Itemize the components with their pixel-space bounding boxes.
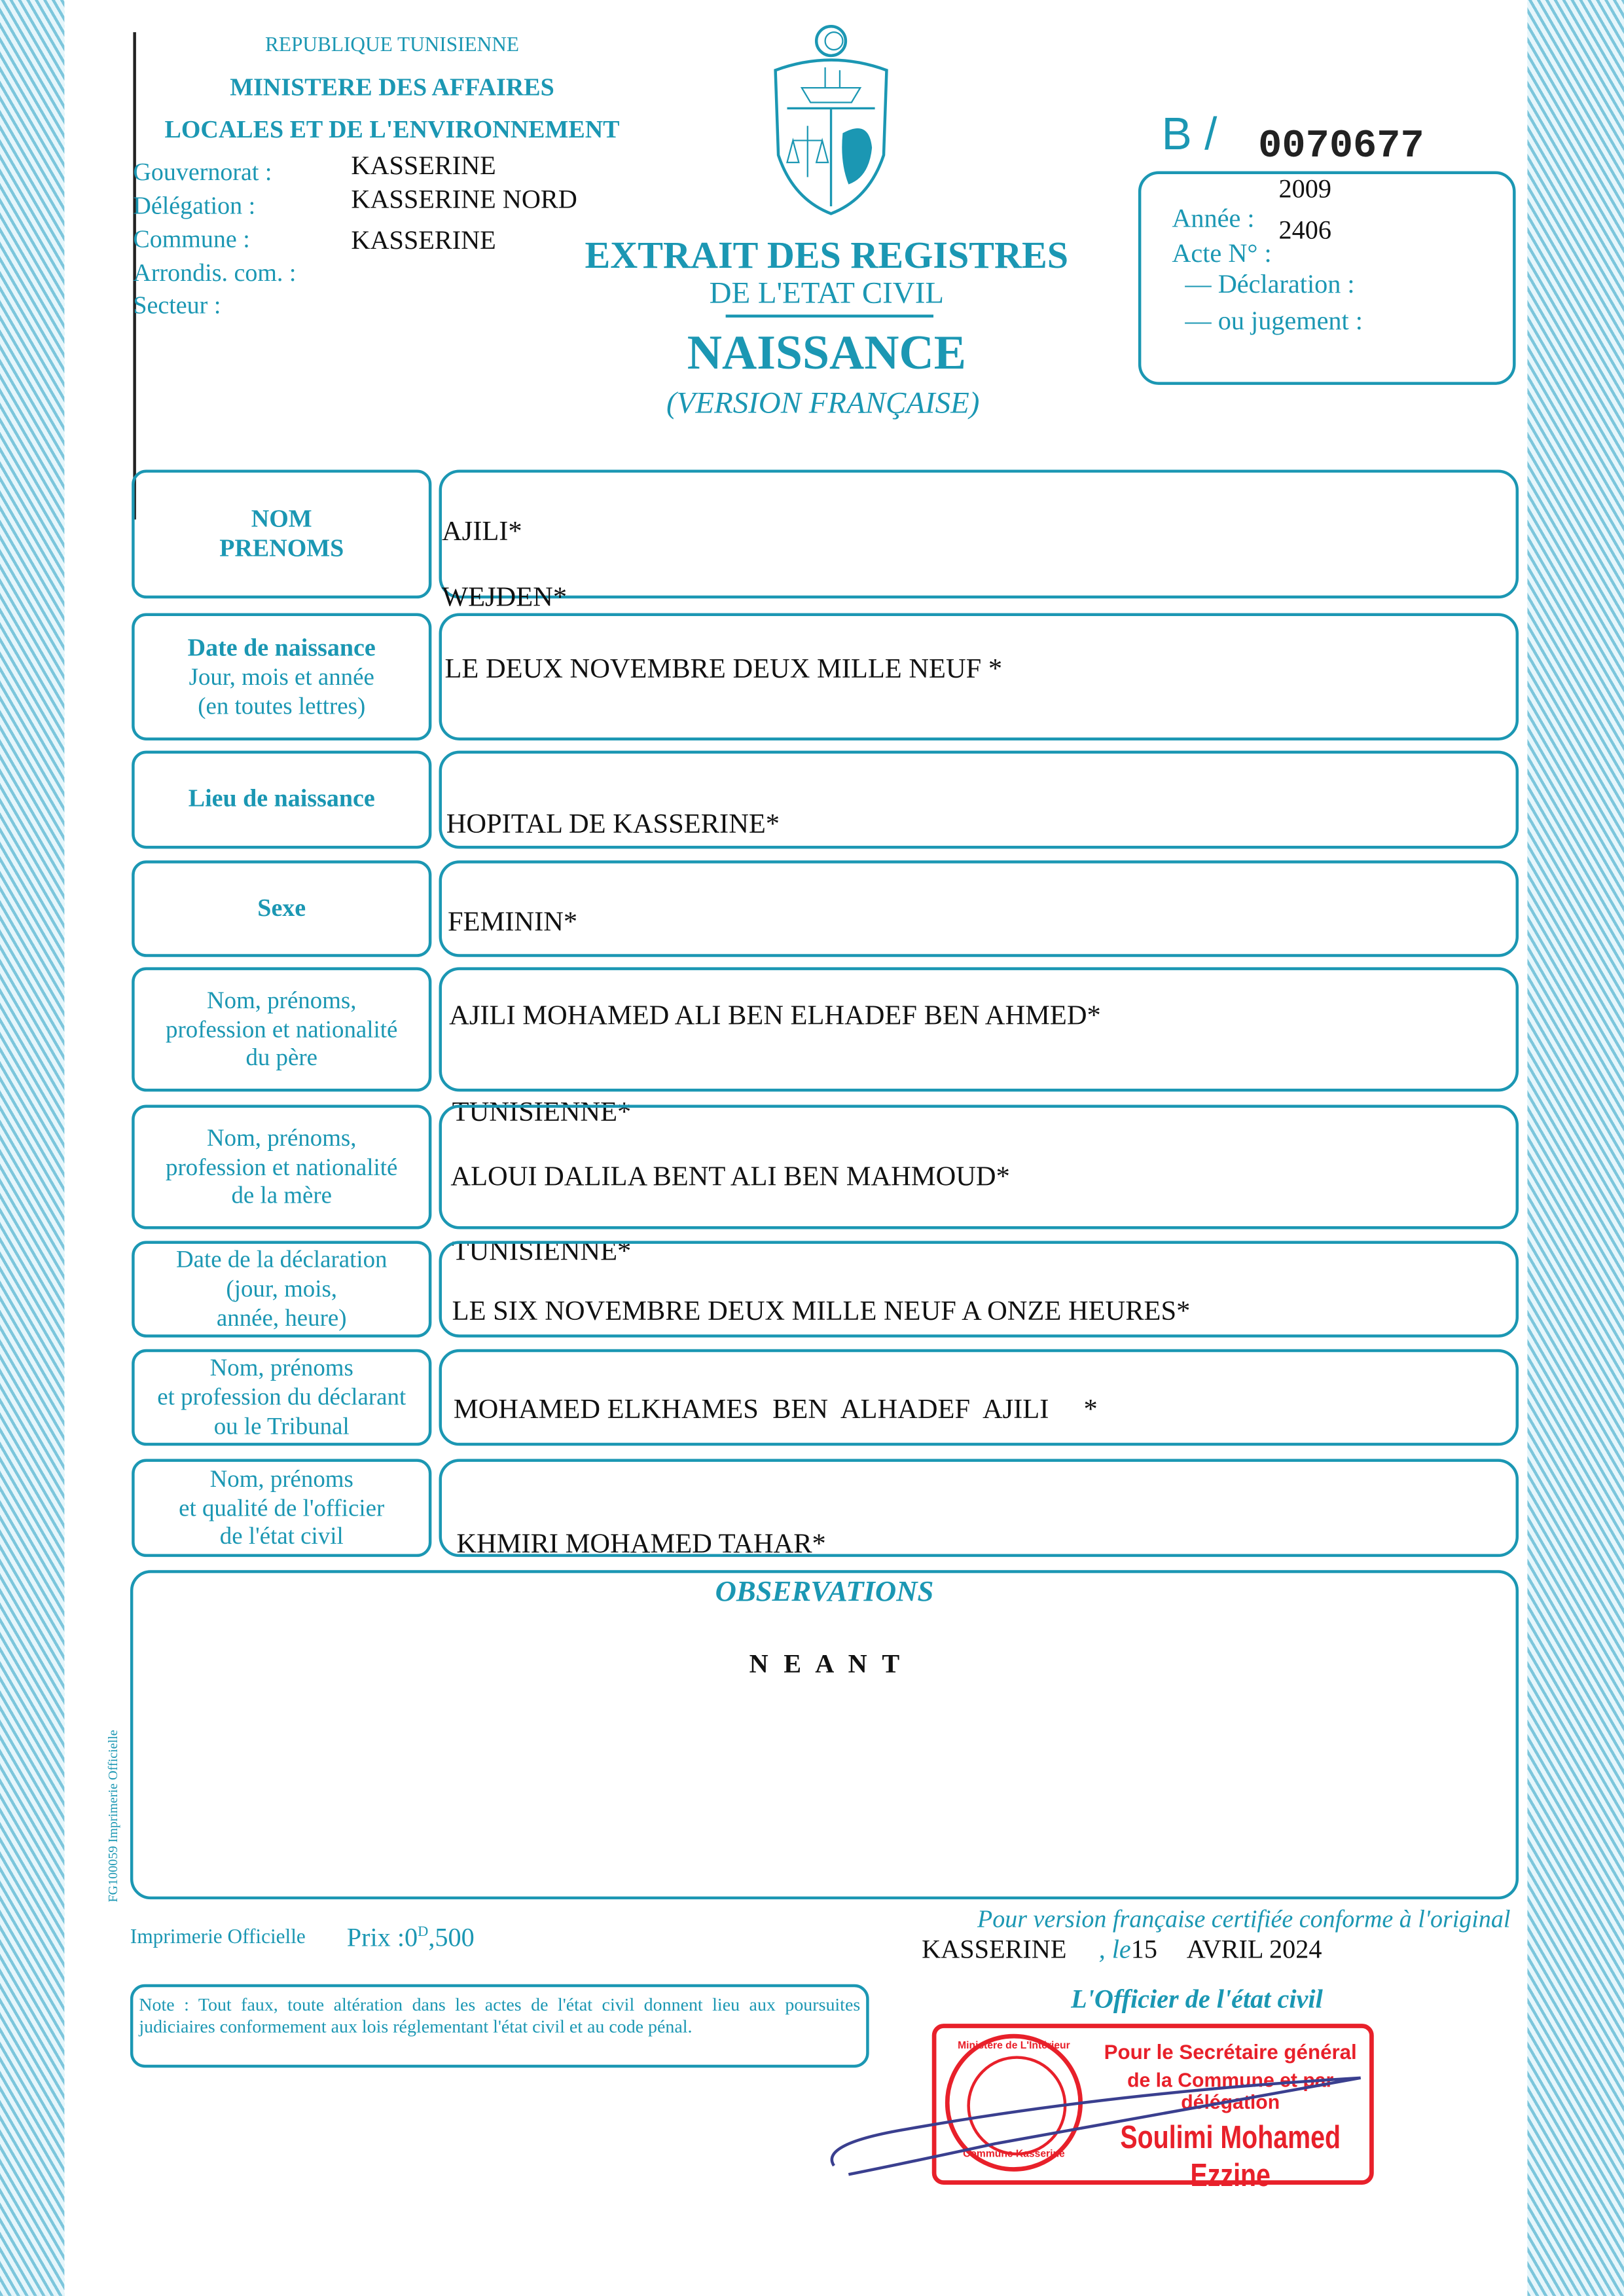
declarant-label (132, 1349, 431, 1446)
label-line: Jour, mois et année (189, 663, 374, 691)
acte-label: Acte N° : (1172, 238, 1272, 268)
date-naissance-label (132, 613, 431, 740)
mere-value: ALOUI DALILA BENT ALI BEN MAHMOUD* (450, 1161, 1010, 1193)
label-line: et qualité de l'officier (179, 1493, 385, 1522)
serial-number: 0070677 (1258, 126, 1424, 170)
commune-label: Commune : (133, 225, 250, 253)
label-line: année, heure) (216, 1303, 347, 1332)
side-printer-code: FG100059 Imprimerie Officielle (105, 1730, 120, 1903)
sexe-label (132, 860, 431, 957)
issue-day: 15 (1130, 1934, 1157, 1964)
stamp-ring-top: Ministère de L'Intérieur (958, 2041, 1070, 2052)
label-line: (en toutes lettres) (198, 691, 366, 720)
serial-prefix: B / (1161, 108, 1218, 160)
republic-label: REPUBLIQUE TUNISIENNE (265, 35, 519, 58)
sexe-field (439, 860, 1519, 957)
date-naissance-value: LE DEUX NOVEMBRE DEUX MILLE NEUF * (444, 654, 1003, 685)
left-decorative-border (0, 0, 64, 2296)
arrondissement-label: Arrondis. com. : (133, 259, 297, 287)
title-divider (726, 315, 933, 318)
label-line: Date de la déclaration (175, 1245, 388, 1274)
stamp-line2: de la Commune et par délégation (1127, 2069, 1334, 2113)
version-label: (VERSION FRANÇAISE) (666, 384, 980, 420)
date-declaration-label (132, 1241, 431, 1338)
observations-box (130, 1570, 1519, 1899)
annee-label: Année : (1172, 203, 1255, 233)
officer-title: L'Officier de l'état civil (1071, 1984, 1323, 2014)
jugement-label: — ou jugement : (1185, 306, 1363, 335)
pere-value: AJILI MOHAMED ALI BEN ELHADEF BEN AHMED* (449, 1000, 1101, 1032)
le-label: , le (1098, 1934, 1131, 1964)
observations-value: N E A N T (749, 1649, 900, 1679)
label-line: NOM (251, 504, 312, 532)
label-line: de l'état civil (219, 1522, 344, 1550)
label-line: PRENOMS (219, 534, 344, 562)
gouvernorat-value: KASSERINE (351, 151, 496, 180)
legal-note (130, 1984, 869, 2068)
annee-value: 2009 (1278, 173, 1331, 204)
pere-nationalite: TUNISIENNE* (452, 1097, 632, 1129)
pere-label (132, 967, 431, 1091)
nom-prenoms-field (439, 469, 1519, 598)
delegation-label: Délégation : (133, 191, 256, 220)
stamp-line1: Pour le Secrétaire général (1104, 2039, 1357, 2064)
secteur-label: Secteur : (133, 291, 221, 319)
stamp-name: Soulimi Mohamed Ezzine (1120, 2119, 1341, 2194)
declarant-value: MOHAMED ELKHAMES BEN ALHADEF AJILI * (453, 1394, 1098, 1425)
issue-place: KASSERINE (922, 1934, 1067, 1964)
label-line: Date de naissance (187, 632, 376, 661)
mere-label (132, 1105, 431, 1230)
price-text: Prix :0 (346, 1922, 418, 1952)
acte-value: 2406 (1278, 215, 1331, 245)
lieu-naissance-label (132, 751, 431, 849)
lieu-naissance-value: HOPITAL DE KASSERINE* (446, 809, 780, 840)
declaration-label: — Déclaration : (1185, 269, 1355, 299)
nom-prenoms-label (132, 469, 431, 598)
issue-place-date (922, 1935, 1322, 1965)
certified-label: Pour version française certifiée conforme à l'original (977, 1905, 1511, 1933)
sexe-value: FEMININ* (447, 907, 578, 938)
label-line: et profession du déclarant (157, 1383, 406, 1411)
title-line2: DE L'ETAT CIVIL (709, 275, 945, 310)
label-line: Nom, prénoms (209, 1354, 353, 1382)
gouvernorat-label: Gouvernorat : (133, 158, 272, 186)
printer-label: Imprimerie Officielle (130, 1927, 306, 1950)
label-line: Lieu de naissance (188, 784, 375, 813)
ministry-line1: MINISTERE DES AFFAIRES (230, 73, 554, 101)
title-line1: EXTRAIT DES REGISTRES (585, 234, 1069, 277)
label-line: ou le Tribunal (213, 1412, 350, 1440)
label-line: profession et nationalité (166, 1015, 398, 1043)
tunisia-coat-of-arms-icon (767, 24, 895, 220)
label-line: Nom, prénoms, (207, 986, 357, 1014)
handwritten-signature (820, 2063, 1375, 2180)
right-decorative-border (1527, 0, 1624, 2296)
label-line: de la mère (231, 1181, 333, 1210)
nom-value: AJILI* (442, 516, 522, 547)
date-declaration-value: LE SIX NOVEMBRE DEUX MILLE NEUF A ONZE HEURES* (452, 1296, 1191, 1328)
officier-value: KHMIRI MOHAMED TAHAR* (456, 1529, 826, 1560)
mere-nationalite: TUNISIENNE* (452, 1236, 632, 1267)
issue-month-year: AVRIL 2024 (1186, 1934, 1322, 1964)
acte-info-box (1138, 172, 1516, 385)
price-currency: D (418, 1924, 429, 1941)
label-line: Sexe (257, 894, 306, 922)
label-line: Nom, prénoms, (207, 1123, 357, 1152)
note-text: Note : Tout faux, toute altération dans les actes de l'état civil donnent lieu aux poursuites judiciaires conformement aux lois réglementant l'état civil et au code pénal. (139, 1994, 861, 2037)
label-line: (jour, mois, (226, 1274, 338, 1303)
label-line: profession et nationalité (166, 1152, 398, 1180)
label-line: du père (245, 1044, 318, 1072)
delegation-value: KASSERINE NORD (351, 184, 577, 214)
observations-title: OBSERVATIONS (715, 1576, 934, 1609)
price-value: ,500 (428, 1922, 475, 1952)
prenoms-value: WEJDEN* (442, 582, 568, 613)
officier-label (132, 1459, 431, 1557)
ministry-line2: LOCALES ET DE L'ENVIRONNEMENT (164, 115, 620, 144)
commune-value: KASSERINE (351, 225, 496, 255)
naissance-title: NAISSANCE (687, 327, 966, 381)
stamp-ring-bottom: Commune Kasserine (963, 2149, 1065, 2160)
label-line: Nom, prénoms (209, 1464, 353, 1493)
price-label (347, 1923, 475, 1954)
